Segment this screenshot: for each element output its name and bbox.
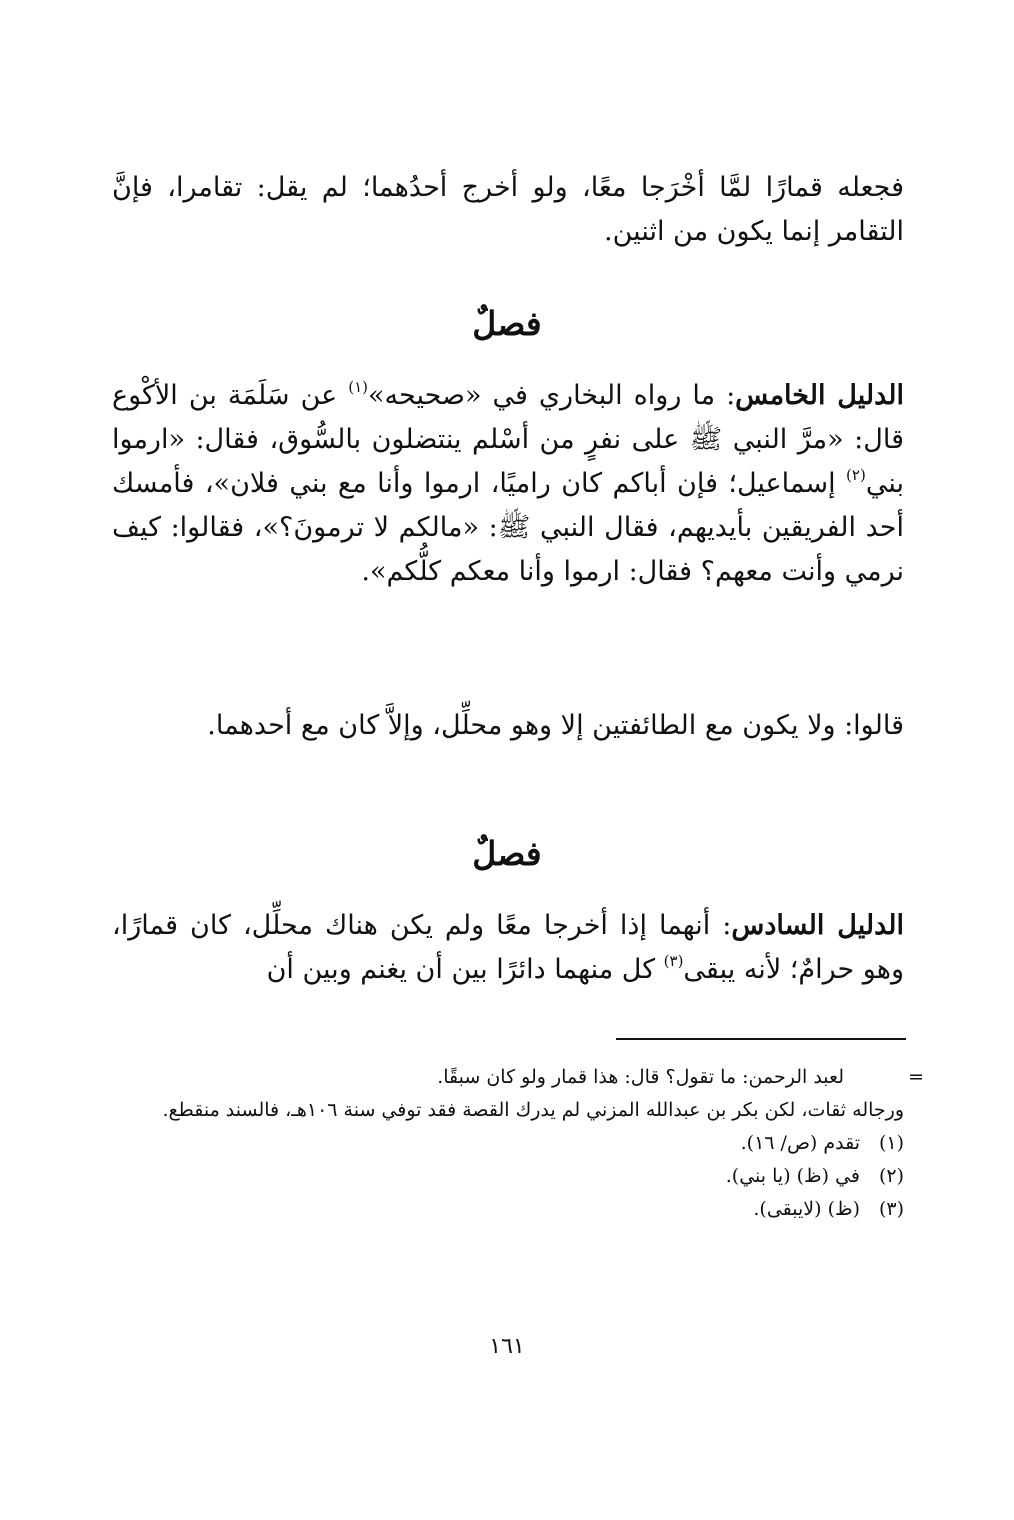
footnote-continuation-paragraph: ورجاله ثقات، لكن بكر بن عبدالله المزني لم يدرك القصة فقد توفي سنة ١٠٦هـ، فالسند منقطع. xyxy=(162,1099,904,1121)
footnote-divider xyxy=(616,1038,906,1040)
footnote-item xyxy=(104,1193,904,1226)
footnote-number: (٣) xyxy=(878,1198,904,1220)
footnote-item xyxy=(104,1127,904,1160)
footnote-text: في (ظ) (يا بني). xyxy=(725,1165,860,1187)
sixth-evidence-text-1: : أنهما إذا أخرجا معًا ولم يكن هناك محلِّل، كان قمارًا، وهو حرامٌ؛ لأنه يبقى xyxy=(112,910,904,985)
sixth-evidence-text-2: كل منهما دائرًا بين أن يغنم وبين أن xyxy=(266,954,664,985)
footnote-number: (١) xyxy=(878,1132,904,1154)
page-number: ١٦١ xyxy=(489,1334,525,1359)
continuation-line: لعبد الرحمن: ما تقول؟ قال: هذا قمار ولو كان سبقًا. xyxy=(437,1066,844,1088)
paragraph-intro-text: فجعله قمارًا لمَّا أخْرَجا معًا، ولو أخرج أحدُهما؛ لم يقل: تقامرا، فإنَّ التقامر إنما يكون من اثنين. xyxy=(112,172,904,247)
sixth-evidence-title: الدليل السادس xyxy=(731,910,904,941)
footnote-ref-2: (٢) xyxy=(846,466,866,484)
section-heading-1: فصلٌ xyxy=(472,304,542,343)
fifth-evidence-text-1: : ما رواه البخاري في «صحيحه» xyxy=(368,380,736,411)
footnote-number: (٢) xyxy=(878,1165,904,1187)
paragraph-they-said-text: قالوا: ولا يكون مع الطائفتين إلا وهو محلِّل، وإلاَّ كان مع أحدهما. xyxy=(207,710,904,741)
fifth-evidence-text-2: عن سَلَمَة بن الأكْوع قال: «مرَّ النبي ﷺ على نفرٍ من أسْلم ينتضلون بالسُّوق، فقال: «ارموا بني xyxy=(112,380,904,499)
continuation-mark: = xyxy=(908,1066,924,1088)
footnote-text: (ظ) (لايبقى). xyxy=(753,1198,860,1220)
footnote-ref-3: (٣) xyxy=(663,952,684,970)
footnote-continuation xyxy=(104,1061,924,1094)
footnote-ref-1: (١) xyxy=(348,378,369,396)
fifth-evidence-title: الدليل الخامس xyxy=(735,380,904,411)
fifth-evidence-text-3: إسماعيل؛ فإن أباكم كان راميًا، ارموا وأنا مع بني فلان»، فأمسك أحد الفريقين بأيديهم، فقال النبي ﷺ: «مالكم لا ترمونَ؟»، فقالوا: كيف نرمي وأنت معهم؟ فقال: ارموا وأنا معكم كلُّكم». xyxy=(112,468,904,587)
footnote-item xyxy=(104,1160,904,1193)
footnote-text: تقدم (ص/ ١٦). xyxy=(740,1132,860,1154)
paragraph-sixth-evidence xyxy=(112,904,904,992)
paragraph-fifth-evidence xyxy=(112,374,904,594)
paragraph-intro xyxy=(112,166,904,254)
footnotes xyxy=(104,1061,924,1226)
section-heading-2: فصلٌ xyxy=(472,834,542,873)
paragraph-they-said xyxy=(112,704,904,748)
